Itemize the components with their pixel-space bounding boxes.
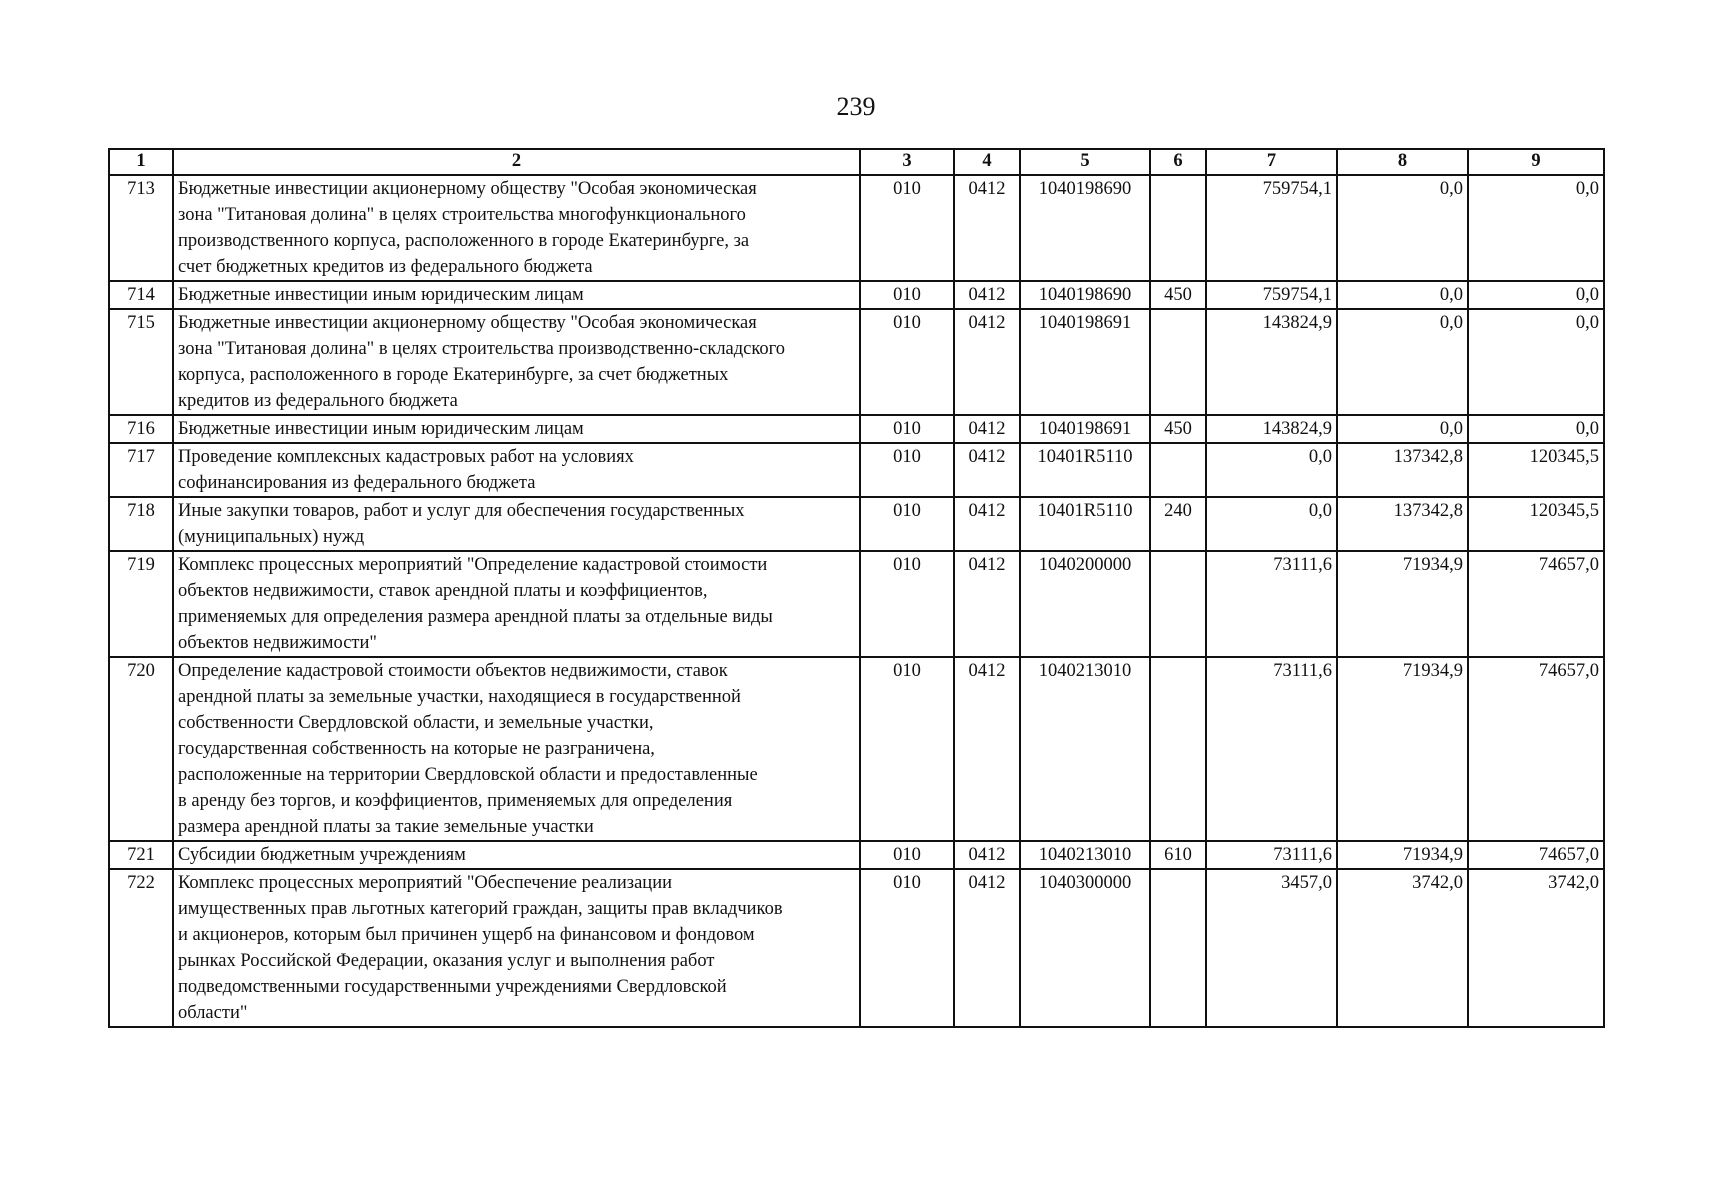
table-row: [109, 415, 1604, 443]
row-number-cell: 719: [109, 551, 173, 657]
section-code-cell: 0412: [954, 869, 1020, 1027]
description-line: Иные закупки товаров, работ и услуг для обеспечения государственных: [178, 501, 745, 521]
description-line: Бюджетные инвестиции иным юридическим лицам: [178, 285, 584, 305]
amount-year2-cell: 0,0: [1337, 175, 1468, 281]
page-number: 239: [836, 92, 876, 121]
amount-year2-cell: 71934,9: [1337, 551, 1468, 657]
description-line: счет бюджетных кредитов из федерального бюджета: [178, 257, 593, 277]
description-cell: [173, 415, 860, 443]
expense-type-cell: [1150, 657, 1206, 841]
admin-code-cell: 010: [860, 443, 954, 497]
amount-year1-cell: 759754,1: [1206, 175, 1337, 281]
admin-code-cell: 010: [860, 309, 954, 415]
description-cell: [173, 497, 860, 551]
admin-code-cell: 010: [860, 551, 954, 657]
column-header: 7: [1206, 149, 1337, 175]
amount-year3-cell: 74657,0: [1468, 841, 1604, 869]
amount-year1-cell: 143824,9: [1206, 415, 1337, 443]
expense-type-cell: [1150, 175, 1206, 281]
description-line: размера арендной платы за такие земельные участки: [178, 817, 594, 837]
expense-type-cell: 240: [1150, 497, 1206, 551]
admin-code-cell: 010: [860, 657, 954, 841]
expense-type-cell: [1150, 551, 1206, 657]
description-cell: [173, 175, 860, 281]
description-line: Бюджетные инвестиции акционерному обществу "Особая экономическая: [178, 313, 757, 333]
table-row: [109, 869, 1604, 1027]
description-line: Комплекс процессных мероприятий "Обеспечение реализации: [178, 873, 672, 893]
description-line: зона "Титановая долина" в целях строительства многофункционального: [178, 205, 746, 225]
column-header: 6: [1150, 149, 1206, 175]
amount-year3-cell: 0,0: [1468, 175, 1604, 281]
description-line: государственная собственность на которые не разграничена,: [178, 739, 655, 759]
amount-year2-cell: 137342,8: [1337, 497, 1468, 551]
description-line: производственного корпуса, расположенного в городе Екатеринбурге, за: [178, 231, 750, 251]
section-code-cell: 0412: [954, 841, 1020, 869]
expense-type-cell: 450: [1150, 281, 1206, 309]
budget-table: [108, 148, 1605, 1028]
amount-year2-cell: 0,0: [1337, 309, 1468, 415]
description-cell: [173, 841, 860, 869]
target-article-cell: 1040300000: [1020, 869, 1150, 1027]
description-line: Бюджетные инвестиции иным юридическим лицам: [178, 419, 584, 439]
description-line: объектов недвижимости, ставок арендной платы и коэффициентов,: [178, 581, 708, 601]
amount-year2-cell: 3742,0: [1337, 869, 1468, 1027]
row-number-cell: 720: [109, 657, 173, 841]
table-row: [109, 281, 1604, 309]
amount-year3-cell: 3742,0: [1468, 869, 1604, 1027]
target-article-cell: 1040198691: [1020, 309, 1150, 415]
row-number-cell: 715: [109, 309, 173, 415]
description-line: применяемых для определения размера арендной платы за отдельные виды: [178, 607, 773, 627]
section-code-cell: 0412: [954, 281, 1020, 309]
description-line: подведомственными государственными учреждениями Свердловской: [178, 977, 727, 997]
admin-code-cell: 010: [860, 415, 954, 443]
description-line: софинансирования из федерального бюджета: [178, 473, 536, 493]
section-code-cell: 0412: [954, 415, 1020, 443]
expense-type-cell: [1150, 869, 1206, 1027]
target-article-cell: 1040213010: [1020, 657, 1150, 841]
amount-year2-cell: 71934,9: [1337, 657, 1468, 841]
column-header: 4: [954, 149, 1020, 175]
target-article-cell: 1040213010: [1020, 841, 1150, 869]
description-cell: [173, 309, 860, 415]
amount-year2-cell: 71934,9: [1337, 841, 1468, 869]
amount-year1-cell: 73111,6: [1206, 841, 1337, 869]
description-line: кредитов из федерального бюджета: [178, 391, 458, 411]
amount-year2-cell: 0,0: [1337, 281, 1468, 309]
amount-year1-cell: 143824,9: [1206, 309, 1337, 415]
description-cell: [173, 443, 860, 497]
target-article-cell: 10401R5110: [1020, 443, 1150, 497]
row-number-cell: 713: [109, 175, 173, 281]
table-row: [109, 497, 1604, 551]
amount-year2-cell: 137342,8: [1337, 443, 1468, 497]
expense-type-cell: [1150, 309, 1206, 415]
amount-year2-cell: 0,0: [1337, 415, 1468, 443]
column-header: 9: [1468, 149, 1604, 175]
description-cell: [173, 551, 860, 657]
amount-year3-cell: 74657,0: [1468, 657, 1604, 841]
description-line: Бюджетные инвестиции акционерному обществу "Особая экономическая: [178, 179, 757, 199]
table-row: [109, 175, 1604, 281]
description-line: области": [178, 1003, 248, 1023]
section-code-cell: 0412: [954, 657, 1020, 841]
expense-type-cell: [1150, 443, 1206, 497]
amount-year1-cell: 73111,6: [1206, 657, 1337, 841]
expense-type-cell: 450: [1150, 415, 1206, 443]
amount-year3-cell: 0,0: [1468, 281, 1604, 309]
description-line: собственности Свердловской области, и земельные участки,: [178, 713, 654, 733]
column-header: 3: [860, 149, 954, 175]
section-code-cell: 0412: [954, 309, 1020, 415]
table-body: [109, 175, 1604, 1027]
section-code-cell: 0412: [954, 443, 1020, 497]
admin-code-cell: 010: [860, 497, 954, 551]
amount-year3-cell: 74657,0: [1468, 551, 1604, 657]
section-code-cell: 0412: [954, 551, 1020, 657]
target-article-cell: 1040200000: [1020, 551, 1150, 657]
expense-type-cell: 610: [1150, 841, 1206, 869]
description-line: рынках Российской Федерации, оказания услуг и выполнения работ: [178, 951, 715, 971]
table-row: [109, 841, 1604, 869]
description-line: объектов недвижимости": [178, 633, 377, 653]
description-line: корпуса, расположенного в городе Екатеринбурге, за счет бюджетных: [178, 365, 729, 385]
row-number-cell: 716: [109, 415, 173, 443]
amount-year1-cell: 3457,0: [1206, 869, 1337, 1027]
description-cell: [173, 657, 860, 841]
amount-year3-cell: 120345,5: [1468, 443, 1604, 497]
description-line: (муниципальных) нужд: [178, 527, 365, 547]
column-header: 8: [1337, 149, 1468, 175]
row-number-cell: 718: [109, 497, 173, 551]
amount-year3-cell: 0,0: [1468, 415, 1604, 443]
table-row: [109, 551, 1604, 657]
description-line: зона "Титановая долина" в целях строительства производственно-складского: [178, 339, 786, 359]
description-line: Комплекс процессных мероприятий "Определение кадастровой стоимости: [178, 555, 768, 575]
table-header-row: [109, 149, 1604, 175]
table-row: [109, 309, 1604, 415]
description-line: Проведение комплексных кадастровых работ на условиях: [178, 447, 634, 467]
description-line: в аренду без торгов, и коэффициентов, применяемых для определения: [178, 791, 733, 811]
description-line: имущественных прав льготных категорий граждан, защиты прав вкладчиков: [178, 899, 783, 919]
column-header: 5: [1020, 149, 1150, 175]
section-code-cell: 0412: [954, 497, 1020, 551]
table-row: [109, 443, 1604, 497]
row-number-cell: 721: [109, 841, 173, 869]
amount-year3-cell: 120345,5: [1468, 497, 1604, 551]
column-header: 2: [173, 149, 860, 175]
admin-code-cell: 010: [860, 281, 954, 309]
row-number-cell: 722: [109, 869, 173, 1027]
table-row: [109, 657, 1604, 841]
description-line: Субсидии бюджетным учреждениям: [178, 845, 466, 865]
target-article-cell: 10401R5110: [1020, 497, 1150, 551]
description-line: арендной платы за земельные участки, находящиеся в государственной: [178, 687, 741, 707]
admin-code-cell: 010: [860, 175, 954, 281]
target-article-cell: 1040198690: [1020, 175, 1150, 281]
row-number-cell: 714: [109, 281, 173, 309]
admin-code-cell: 010: [860, 841, 954, 869]
amount-year1-cell: 0,0: [1206, 497, 1337, 551]
amount-year1-cell: 759754,1: [1206, 281, 1337, 309]
section-code-cell: 0412: [954, 175, 1020, 281]
amount-year3-cell: 0,0: [1468, 309, 1604, 415]
amount-year1-cell: 73111,6: [1206, 551, 1337, 657]
column-header: 1: [109, 149, 173, 175]
description-line: расположенные на территории Свердловской области и предоставленные: [178, 765, 758, 785]
description-line: Определение кадастровой стоимости объектов недвижимости, ставок: [178, 661, 728, 681]
description-cell: [173, 869, 860, 1027]
row-number-cell: 717: [109, 443, 173, 497]
target-article-cell: 1040198691: [1020, 415, 1150, 443]
target-article-cell: 1040198690: [1020, 281, 1150, 309]
admin-code-cell: 010: [860, 869, 954, 1027]
amount-year1-cell: 0,0: [1206, 443, 1337, 497]
description-line: и акционеров, которым был причинен ущерб на финансовом и фондовом: [178, 925, 755, 945]
description-cell: [173, 281, 860, 309]
